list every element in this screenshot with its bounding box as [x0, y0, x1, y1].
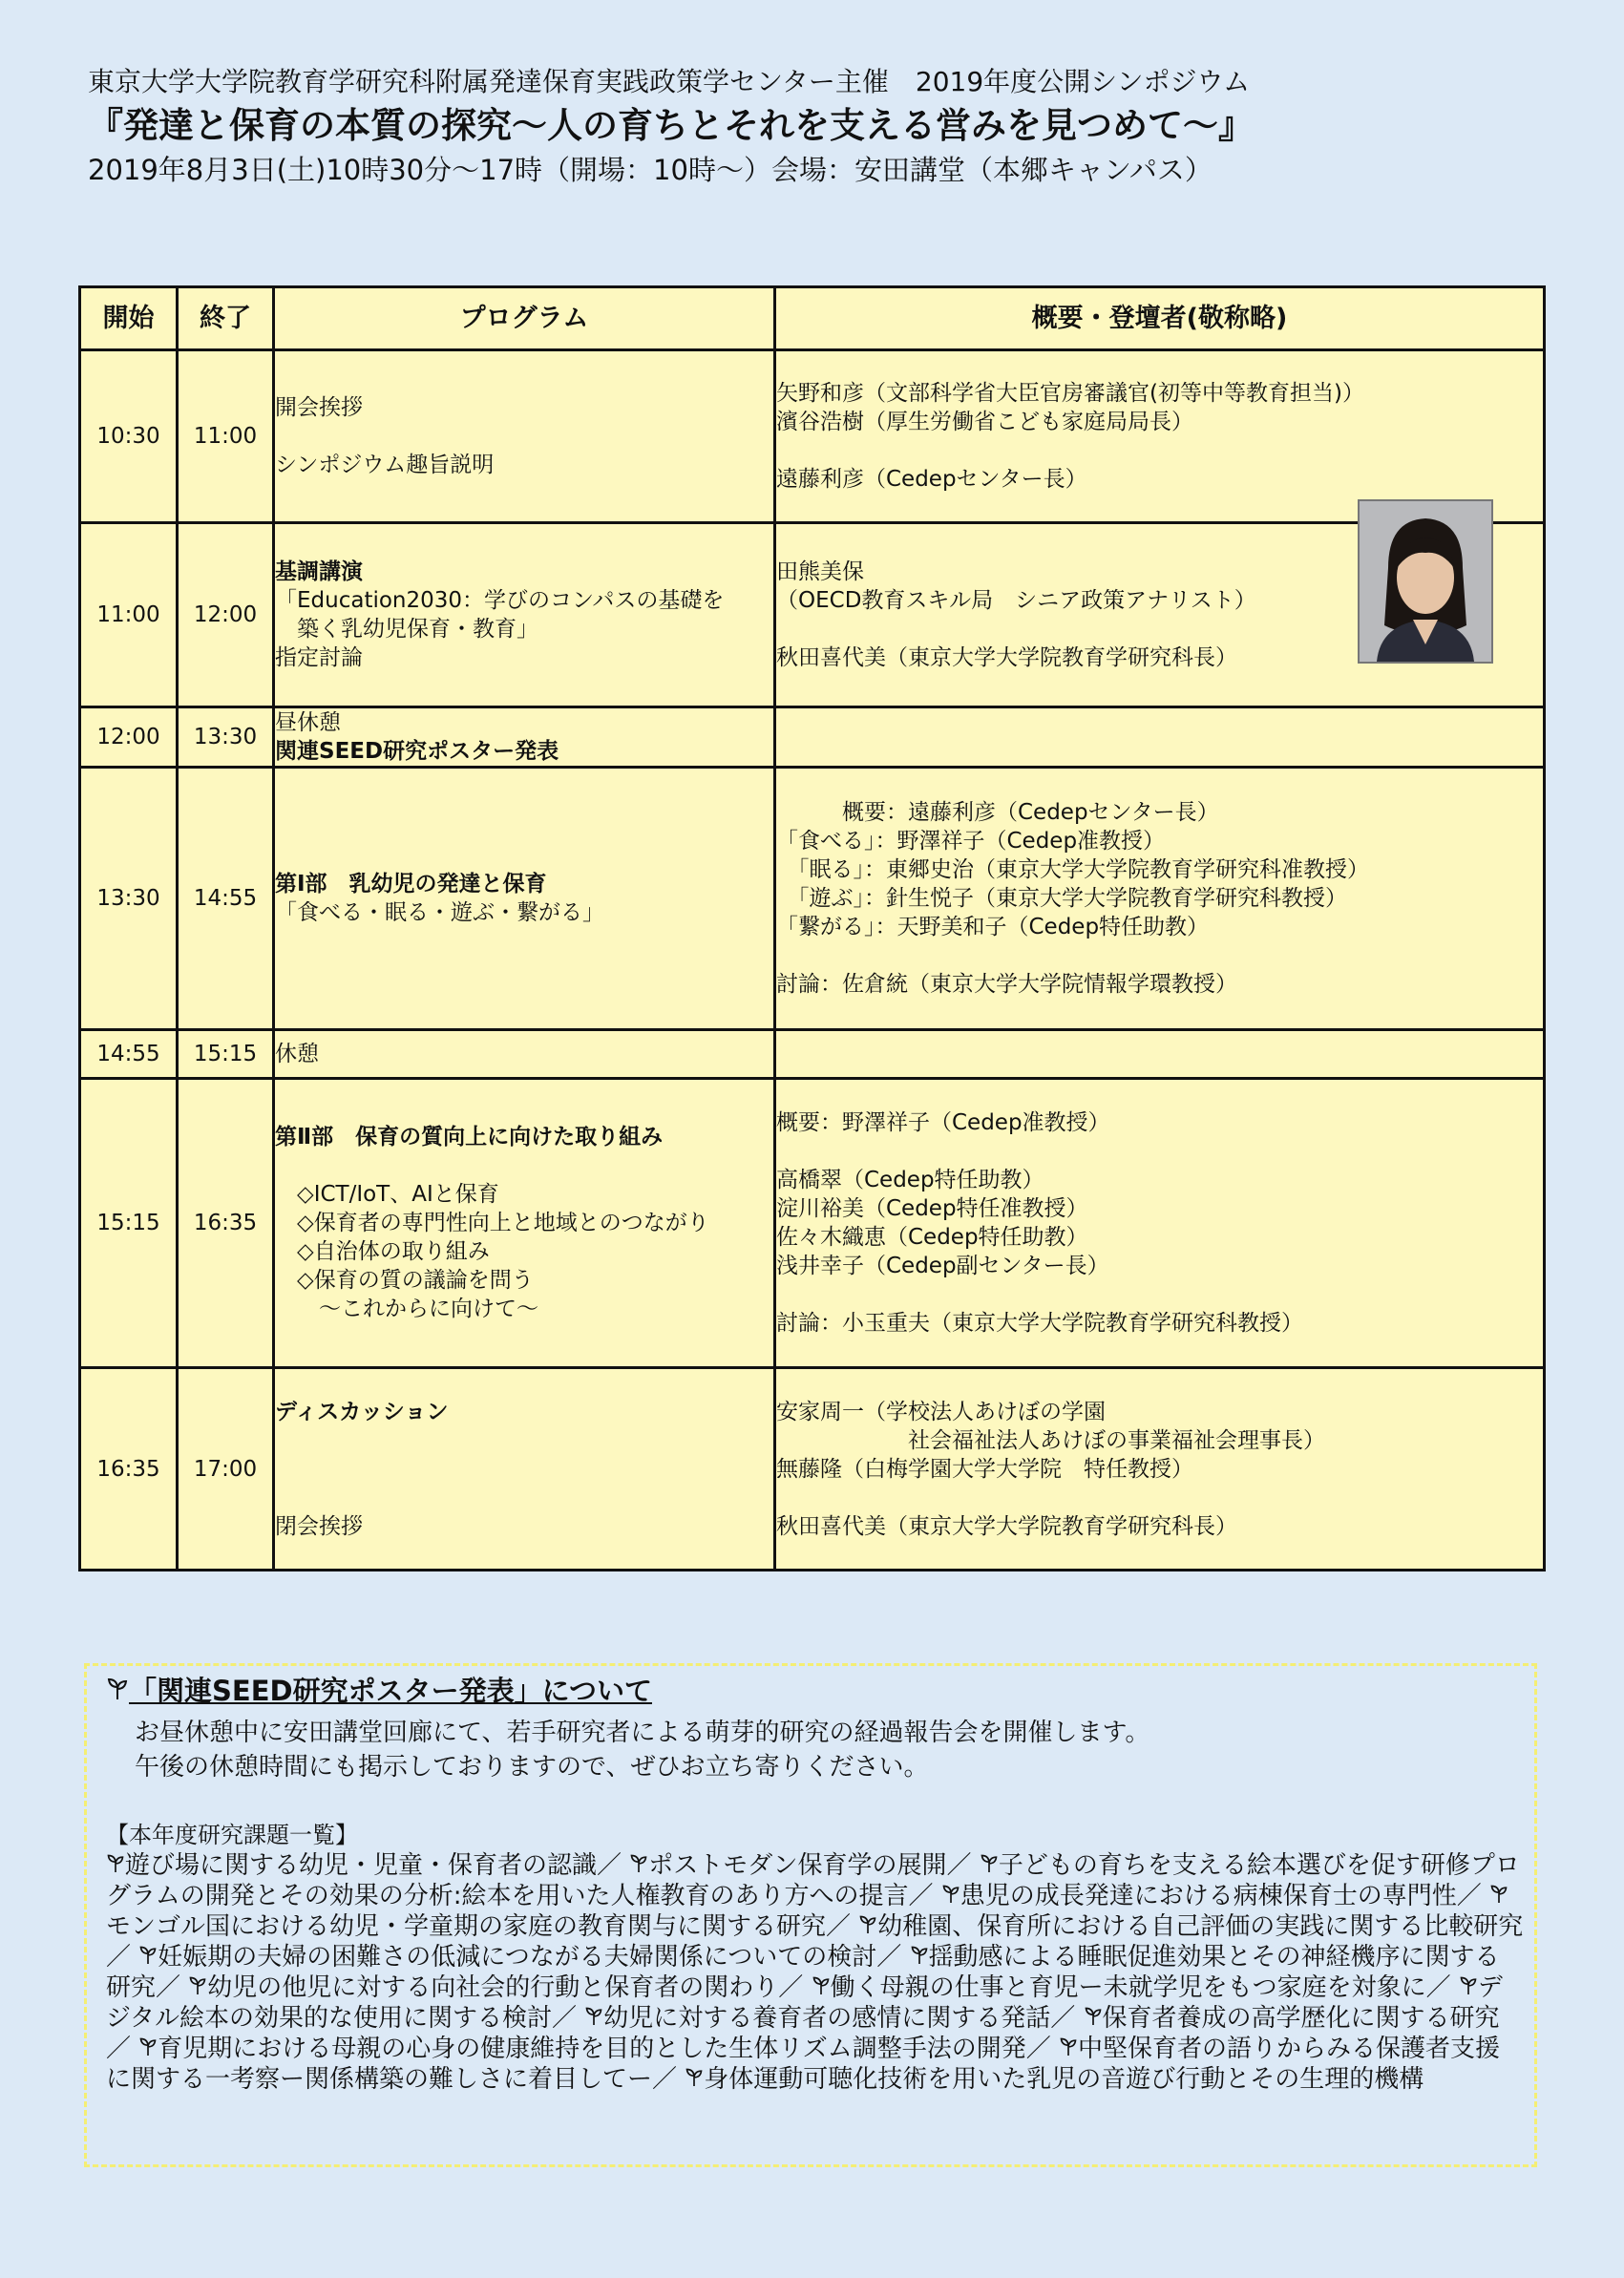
- program-line: ～これからに向けて～: [275, 1297, 538, 1321]
- topic-separator: ／: [1050, 2004, 1084, 2033]
- start-time: 14:55: [80, 1030, 178, 1079]
- seed-title-text: 「関連SEED研究ポスター発表」について: [129, 1675, 652, 1707]
- topic-list: [106, 1851, 1524, 2096]
- person-portrait-icon: [1360, 501, 1491, 662]
- intro-line: 午後の休憩時間にも掲示しておりますので、ぜひお立ち寄りください。: [135, 1753, 929, 1782]
- start-time: 11:00: [80, 523, 178, 707]
- sprout-icon: [1459, 1974, 1478, 2004]
- speaker-line: 「食べる」：野澤祥子（Cedep准教授）: [776, 829, 1166, 854]
- speaker-line: 概要：野澤祥子（Cedep准教授）: [776, 1110, 1110, 1135]
- topic-item: 保育者養成の高学歴化に関する研究: [1102, 2004, 1500, 2033]
- table-row: [80, 707, 1545, 768]
- topic-separator: ／: [876, 1943, 910, 1972]
- speaker-line: 討論：佐倉統（東京大学大学院情報学環教授）: [776, 972, 1237, 997]
- topic-item: 揺動感による睡眠促進効果とその神経機序に関する研究: [106, 1943, 1500, 2002]
- speaker-line: 「繋がる」：天野美和子（Cedep特任助教）: [776, 915, 1210, 939]
- topic-item: 患児の成長発達における病棟保育士の専門性: [960, 1882, 1457, 1910]
- speaker-line: 濱谷浩樹（厚生労働省こども家庭局局長）: [776, 410, 1193, 434]
- start-time: 13:30: [80, 768, 178, 1030]
- sprout-icon: [1489, 1883, 1508, 1912]
- topic-separator: ／: [106, 1943, 139, 1972]
- speaker-line: 秋田喜代美（東京大学大学院教育学研究科長）: [776, 1513, 1237, 1539]
- start-time: 15:15: [80, 1079, 178, 1368]
- program-cell: [274, 768, 775, 1030]
- table-row: [80, 768, 1545, 1030]
- sprout-icon: [812, 1974, 831, 2004]
- table-row: [80, 523, 1545, 707]
- program-heading: 基調講演: [275, 559, 363, 584]
- topic-separator: ／: [1456, 1882, 1490, 1910]
- speaker-line: 無藤隆（白梅学園大学大学院 特任教授）: [776, 1456, 1193, 1482]
- intro-line: お昼休憩中に安田講堂回廊にて、若手研究者による萌芽的研究の経過報告会を開催します。: [135, 1719, 1150, 1747]
- speaker-line: 浅井幸子（Cedep副センター長）: [776, 1254, 1109, 1278]
- program-line: 「Education2030：学びのコンパスの基礎を: [275, 588, 725, 613]
- program-heading: 第Ⅰ部 乳幼児の発達と保育: [275, 872, 547, 896]
- program-cell: [274, 523, 775, 707]
- program-line: 築く乳幼児保育・教育」: [275, 617, 538, 642]
- speaker-line: 遠藤利彦（Cedepセンター長）: [776, 467, 1087, 492]
- sprout-icon: [685, 2066, 704, 2096]
- seed-section-title: [106, 1676, 652, 1709]
- topic-item: 中堅保育者の語りからみる保護者支援に関する一考察ー関係構築の難しさに着目してー: [106, 2035, 1501, 2094]
- speaker-line: 「眠る」：東郷史治（東京大学大学院教育学研究科准教授）: [776, 857, 1369, 882]
- program-heading: 第Ⅱ部 保育の質向上に向けた取り組み: [275, 1125, 664, 1150]
- program-line: 指定討論: [275, 645, 363, 670]
- speaker-line: 高橋翠（Cedep特任助教）: [776, 1168, 1044, 1192]
- table-row: [80, 1368, 1545, 1571]
- program-cell: [274, 1030, 775, 1079]
- start-time: 10:30: [80, 350, 178, 523]
- sprout-icon: [188, 1974, 207, 2004]
- end-time: 16:35: [178, 1079, 274, 1368]
- table-row: [80, 350, 1545, 523]
- program-line: 開会挨拶: [275, 395, 363, 420]
- speaker-line: 概要：遠藤利彦（Cedepセンター長）: [776, 800, 1219, 825]
- topic-item: 育児期における母親の心身の健康維持を目的とした生体リズム調整手法の開発: [158, 2035, 1026, 2063]
- program-line: ◇保育者の専門性向上と地域とのつながり: [275, 1211, 709, 1235]
- sprout-icon: [138, 2035, 158, 2065]
- program-line: シンポジウム趣旨説明: [275, 453, 495, 477]
- sprout-icon: [138, 1944, 158, 1973]
- topic-separator: ／: [551, 2004, 585, 2033]
- organizer-line: 東京大学大学院教育学研究科附属発達保育実践政策学センター主催 2019年度公開シンポジウム: [88, 66, 1251, 97]
- topic-separator: ／: [778, 1973, 812, 2002]
- end-time: 13:30: [178, 707, 274, 768]
- topic-separator: ／: [946, 1851, 980, 1880]
- topic-item: ポストモダン保育学の展開: [648, 1851, 947, 1880]
- topic-separator: ／: [1025, 2035, 1060, 2063]
- topic-item: 子どもの育ちを支える絵本選びを促す研修プログラムの開発とその効果の分析:絵本を用いた人権教育のあり方への提言: [106, 1851, 1520, 1910]
- description-cell: [775, 768, 1545, 1030]
- sprout-icon: [1059, 2035, 1078, 2065]
- description-cell: [775, 523, 1545, 707]
- col-header-start: 開始: [80, 287, 178, 350]
- col-header-program: プログラム: [274, 287, 775, 350]
- date-venue-line: 2019年8月3日(土)10時30分～17時（開場：10時～）会場：安田講堂（本郷キャンパス）: [88, 154, 1213, 186]
- col-header-description: 概要・登壇者(敬称略): [775, 287, 1545, 350]
- program-line: ◇自治体の取り組み: [275, 1239, 490, 1264]
- speaker-line: 討論：小玉重夫（東京大学大学院教育学研究科教授）: [776, 1311, 1303, 1336]
- topic-item: デジタル絵本の効果的な使用に関する検討: [106, 1973, 1503, 2033]
- program-line: 閉会挨拶: [275, 1513, 363, 1539]
- speaker-line: 安家周一（学校法人あけぼの学園: [776, 1399, 1106, 1424]
- description-cell: [775, 1368, 1545, 1571]
- speaker-line: 矢野和彦（文部科学省大臣官房審議官(初等中等教育担当)）: [776, 381, 1364, 406]
- speaker-line: 秋田喜代美（東京大学大学院教育学研究科長）: [776, 645, 1237, 670]
- topic-separator: ／: [106, 2035, 139, 2063]
- sprout-icon: [1084, 2005, 1103, 2035]
- topic-item: 幼児の他児に対する向社会的行動と保育者の関わり: [207, 1973, 779, 2002]
- table-row: [80, 1030, 1545, 1079]
- table-row: [80, 1079, 1545, 1368]
- program-cell: [274, 707, 775, 768]
- topic-separator: ／: [597, 1851, 630, 1880]
- topic-item: 妊娠期の夫婦の困難さの低減につながる夫婦関係についての検討: [158, 1943, 877, 1972]
- description-cell: [775, 350, 1545, 523]
- speaker-line: 淀川裕美（Cedep特任准教授）: [776, 1196, 1088, 1221]
- sprout-icon: [858, 1913, 877, 1943]
- program-cell: [274, 1368, 775, 1571]
- topic-separator: ／: [156, 1973, 189, 2002]
- topic-item: 働く母親の仕事と育児ー未就学児をもつ家庭を対象に: [830, 1973, 1426, 2002]
- speaker-line: 社会福祉法人あけぼの事業福祉会理事長）: [776, 1427, 1325, 1453]
- speaker-line: 田熊美保: [776, 559, 864, 584]
- topic-separator: ／: [826, 1912, 859, 1941]
- topic-separator: ／: [652, 2065, 685, 2094]
- program-cell: [274, 350, 775, 523]
- speaker-photo: [1358, 499, 1493, 664]
- col-header-end: 終了: [178, 287, 274, 350]
- speaker-line: 佐々木織恵（Cedep特任助教）: [776, 1225, 1088, 1250]
- sprout-icon: [584, 2005, 603, 2035]
- sprout-icon: [980, 1852, 999, 1882]
- start-time: 12:00: [80, 707, 178, 768]
- topic-separator: ／: [908, 1882, 941, 1910]
- program-line: 昼休憩: [275, 710, 341, 735]
- program-cell: [274, 1079, 775, 1368]
- program-line: 「食べる・眠る・遊ぶ・繋がる」: [275, 900, 604, 925]
- symposium-title: 『発達と保育の本質の探究～人の育ちとそれを支える営みを見つめて～』: [88, 105, 1254, 146]
- topic-separator: ／: [1425, 1973, 1459, 2002]
- sprout-icon: [629, 1852, 648, 1882]
- topic-item: 遊び場に関する幼児・児童・保育者の認識: [125, 1851, 598, 1880]
- topic-item: 幼稚園、保育所における自己評価の実践に関する比較研究: [877, 1912, 1524, 1941]
- seed-intro: [135, 1716, 1149, 1784]
- program-line: ◇保育の質の議論を問う: [275, 1268, 534, 1293]
- program-heading: ディスカッション: [275, 1399, 449, 1424]
- header: [88, 63, 1577, 189]
- sprout-icon: [106, 1852, 125, 1882]
- speaker-line: （OECD教育スキル局 シニア政策アナリスト）: [776, 588, 1256, 613]
- description-cell: [775, 707, 1545, 768]
- sprout-icon: [941, 1883, 960, 1912]
- description-cell: [775, 1030, 1545, 1079]
- end-time: 11:00: [178, 350, 274, 523]
- sprout-icon: [910, 1944, 929, 1973]
- end-time: 12:00: [178, 523, 274, 707]
- topic-item: 幼児に対する養育者の感情に関する発話: [603, 2004, 1051, 2033]
- seed-poster-box: [84, 1663, 1537, 2167]
- start-time: 16:35: [80, 1368, 178, 1571]
- program-line: 休憩: [275, 1042, 319, 1066]
- topic-item: 身体運動可聴化技術を用いた乳児の音遊び行動とその生理的機構: [704, 2065, 1424, 2094]
- program-line: ◇ICT/IoT、AIと保育: [275, 1182, 499, 1207]
- speaker-line: 「遊ぶ」：針生悦子（東京大学大学院教育学研究科教授）: [776, 886, 1347, 911]
- end-time: 14:55: [178, 768, 274, 1030]
- topic-item: モンゴル国における幼児・学童期の家庭の教育関与に関する研究: [106, 1912, 827, 1941]
- description-cell: [775, 1079, 1545, 1368]
- sprout-icon: [106, 1676, 129, 1709]
- topic-list-heading: 【本年度研究課題一覧】: [106, 1822, 358, 1848]
- end-time: 17:00: [178, 1368, 274, 1571]
- table-header-row: [80, 287, 1545, 350]
- schedule-table: [78, 285, 1546, 1571]
- end-time: 15:15: [178, 1030, 274, 1079]
- program-heading: 関連SEED研究ポスター発表: [275, 739, 559, 764]
